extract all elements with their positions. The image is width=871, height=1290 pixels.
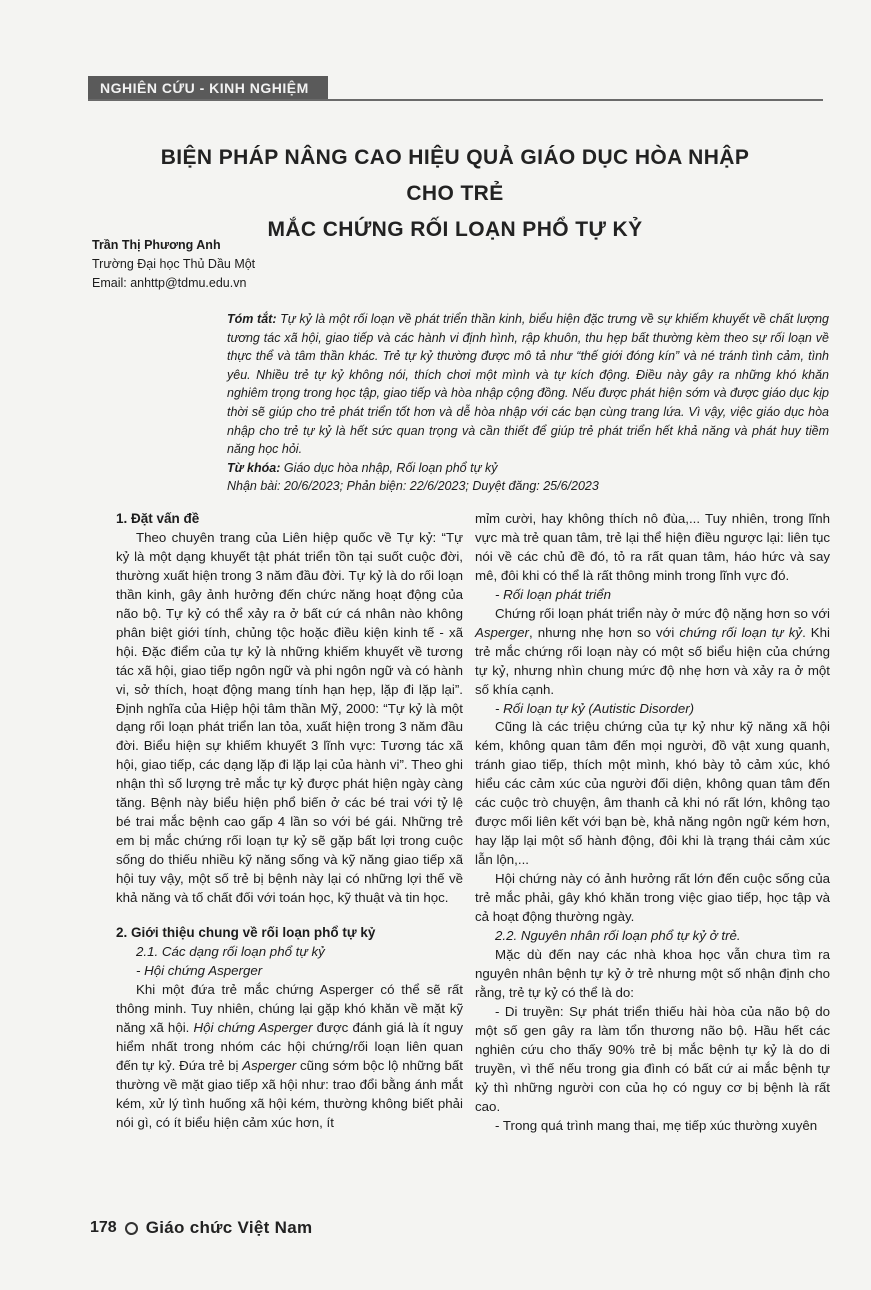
section-header: NGHIÊN CỨU - KINH NGHIỆM [88,76,328,100]
author-email: Email: anhttp@tdmu.edu.vn [92,276,247,290]
subheading-autistic-disorder: - Rối loạn tự kỷ (Autistic Disorder) [495,700,695,716]
section-rule [88,99,823,101]
author-name: Trần Thị Phương Anh [92,238,221,252]
subheading-types: 2.1. Các dạng rối loạn phổ tự kỷ [136,943,325,959]
developmental-paragraph: Chứng rối loạn phát triển này ở mức độ nặng hơn so với Asperger, nhưng nhẹ hơn so với chứng rối loạn tự kỷ. Khi trẻ mắc chứng rối loạn này có một số biểu hiện của chứng tự kỷ, nhưng nhìn chung mức độ nhẹ hơn và xảy ra ở một số khía cạnh. [475,605,831,697]
article-dates: Nhận bài: 20/6/2023; Phản biện: 22/6/2023; Duyệt đăng: 25/6/2023 [227,479,599,494]
author-affiliation: Trường Đại học Thủ Dầu Một [92,257,256,271]
pregnancy-paragraph: - Trong quá trình mang thai, mẹ tiếp xúc thường xuyên [495,1117,818,1133]
autistic-paragraph: Cũng là các triệu chứng của tự kỷ như kỹ năng xã hội kém, không quan tâm đến mọi người, đồ vật xung quanh, tránh giao tiếp, thích một mình, khó bày tỏ cảm xúc, khó hiểu các cảm xúc của người đối diện, không quan tâm đến các cuộc trò chuyện, âm thanh cả khi nó rất lớn, không tạo được mối liên kết với bạn bè, khả năng ngôn ngữ kém hơn, hay lặp lại một số hành động, đôi khi là trạng thái cảm xúc lẫn lộn,... [475,719,830,868]
magazine-name: Giáo chức Việt Nam [145,1218,313,1237]
keywords-text: Giáo dục hòa nhập, Rối loạn phổ tự kỷ [280,460,498,475]
heading-overview: 2. Giới thiệu chung về rối loạn phổ tự kỷ [116,925,376,941]
heading-introduction: 1. Đặt vấn đề [116,511,200,526]
genetics-paragraph: - Di truyền: Sự phát triển thiếu hài hòa của não bộ do một số gen gây ra làm tổn thương não bộ. Hầu hết các nghiên cứu cho thấy 90% trẻ bị mắc bệnh tự kỷ là do di truyền, vì thế nếu trong gia đình có bất cứ ai mắc bệnh tự kỷ thì những người con của họ có nguy cơ bị bệnh là rất cao. [475,1003,830,1114]
page-number: 178 [90,1219,117,1236]
keywords-label: Từ khóa: [227,460,281,475]
left-column [116,510,463,1133]
subheading-asperger: - Hội chứng Asperger [136,962,263,978]
abstract-label: Tóm tắt: [227,312,277,326]
abstract [227,310,829,496]
keywords [227,459,829,478]
title-line-2: MẮC CHỨNG RỐI LOẠN PHỔ TỰ KỶ [267,218,643,241]
circle-icon [125,1222,138,1235]
subheading-developmental: - Rối loạn phát triển [495,586,612,602]
abstract-text [227,310,829,459]
right-column [475,510,830,1135]
page-footer [90,1218,312,1238]
causes-paragraph: Mặc dù đến nay các nhà khoa học vẫn chưa tìm ra nguyên nhân bệnh tự kỷ ở trẻ nhưng một số nhận định cho rằng, trẻ tự kỷ có thể là do: [475,946,830,1000]
continuation-paragraph: mỉm cười, hay không thích nô đùa,... Tuy nhiên, trong lĩnh vực mà trẻ quan tâm, trẻ lại thể hiện điều ngược lại: liên tục nói về các chủ đề đó, tỏ ra rất quan tâm, háo hức và say mê, đôi khi có thể là rất thông minh trong lĩnh vực đó. [475,511,830,583]
intro-paragraph: Theo chuyên trang của Liên hiệp quốc về Tự kỷ: “Tự kỷ là một dạng khuyết tật phát triển tồn tại suốt cuộc đời, thường xuất hiện trong 3 năm đầu đời. Tự kỷ là do rối loạn thần kinh, gây ảnh hưởng đến chức năng hoạt động của não bộ. Tự kỷ có thể xảy ra ở bất cứ cá nhân nào không phân biệt giới tính, chủng tộc hoặc điều kiện kinh tế - xã hội. Đặc điểm của tự kỷ là những khiếm khuyết về tương tác xã hội, giao tiếp ngôn ngữ và phi ngôn ngữ và có hành vi, sở thích, hoạt động mang tính hạn hẹp, lặp đi lặp lại”. Định nghĩa của Hiệp hội tâm thần Mỹ, 2000: “Tự kỷ là một dạng rối loạn phát triển lan tỏa, xuất hiện trong 3 năm đầu đời. Biểu hiện sự khiếm khuyết 3 lĩnh vực: Tương tác xã hội, giao tiếp, các dạng lặp đi lặp lại của hành vi”. Theo ghi nhận thì số lượng trẻ mắc tự kỷ được phát hiện ngày càng tăng. Bệnh này biểu hiện phổ biến ở các bé trai với tỷ lệ bé trai mắc bệnh cao gấp 4 lần so với bé gái. Những trẻ em bị mắc chứng rối loạn tự kỷ sẽ gặp bất lợi trong cuộc sống do thiếu nhiều kỹ năng sống và kỹ năng giao tiếp xã hội tuy vậy, một số trẻ bị bệnh này lại có những lợi thế về khả năng và tố chất đối với toán học, kỹ thuật và tin học. [116,529,463,906]
article-title [150,140,760,248]
impact-paragraph: Hội chứng này có ảnh hưởng rất lớn đến cuộc sống của trẻ mắc phải, gây khó khăn trong việc giao tiếp, học tập và cả hoạt động thường ngày. [475,871,830,925]
subheading-causes: 2.2. Nguyên nhân rối loạn phổ tự kỷ ở trẻ. [495,927,741,943]
asperger-paragraph: Khi một đứa trẻ mắc chứng Asperger có thể sẽ rất thông minh. Tuy nhiên, chúng lại gặp khó khăn về mặt kỹ năng xã hội. Hội chứng Asperger được đánh giá là ít nguy hiểm nhất trong nhóm các hội chứng/rối loạn liên quan đến tự kỷ. Đứa trẻ bị Asperger cũng sớm bộc lộ những bất thường về mặt giao tiếp xã hội như: trao đổi bằng ánh mắt kém, xử lý tình huống xã hội kém, thường không biết phải nói gì, có ít biểu hiện cảm xúc hơn, ít [116,981,463,1130]
author-block [92,236,492,293]
title-line-1: BIỆN PHÁP NÂNG CAO HIỆU QUẢ GIÁO DỤC HÒA NHẬP CHO TRẺ [160,146,750,205]
abstract-body: Tự kỷ là một rối loạn về phát triển thần kinh, biểu hiện đặc trưng về sự khiếm khuyết về chất lượng tương tác xã hội, giao tiếp và các hành vi định hình, rập khuôn, thu hẹp bất thường kèm theo sự rối loạn về thực thể và tâm thần khác. Trẻ tự kỷ thường được mô tả như “thế giới đóng kín” và né tránh tình cảm, tình yêu. Nhiều trẻ tự kỷ không nói, thích chơi một mình và tự kích động. Điều này gây ra những khó khăn nghiêm trọng trong học tập, giao tiếp và hòa nhập cộng đồng. Nếu được phát hiện sớm và được giáo dục kịp thời sẽ giúp cho trẻ phát triển tốt hơn và dễ hòa nhập với các bạn cùng trang lứa. Vì vậy, việc giáo dục hòa nhập cho trẻ tự kỷ là hết sức quan trọng và cần thiết để giúp trẻ phát triển hết khả năng và phát huy tiềm năng học hỏi. [227,312,829,457]
